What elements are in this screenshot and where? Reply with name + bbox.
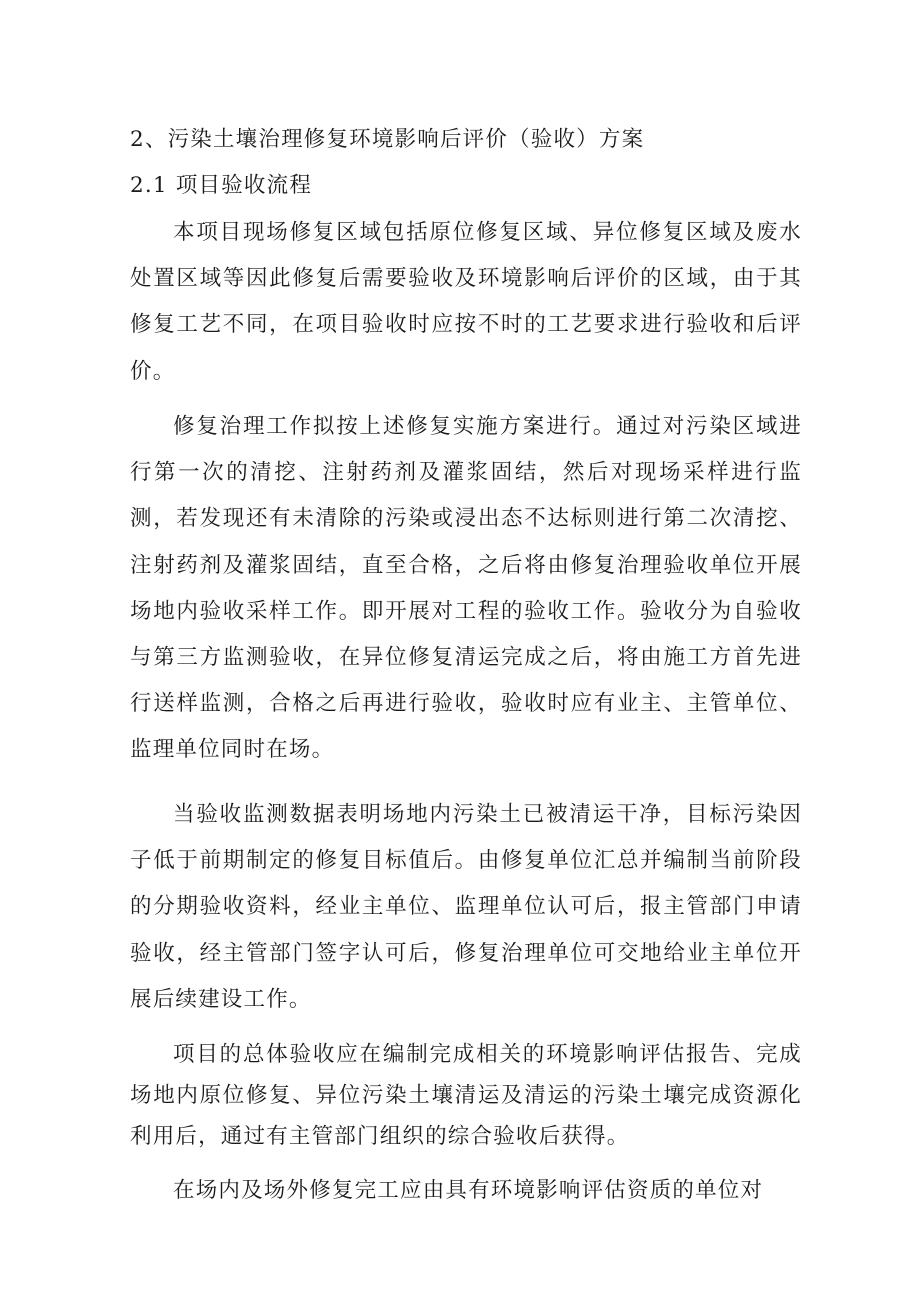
subsection-heading: 2.1 项目验收流程 <box>130 173 313 198</box>
paragraph-remediation-process: 修复治理工作拟按上述修复实施方案进行。通过对污染区域进行第一次的清挖、注射药剂及灌浆固结，然后对现场采样进行监测，若发现还有未清除的污染或浸出态不达标则进行第二次清挖、注射药剂及灌浆固结，直至合格，之后将由修复治理验收单位开展场地内验收采样工作。即开展对工程的验收工作。验收分为自验收与第三方监测验收，在异位修复清运完成之后，将由施工方首先进行送样监测，合格之后再进行验收，验收时应有业主、主管单位、监理单位同时在场。 <box>130 414 802 763</box>
paragraph-acceptance-application: 当验收监测数据表明场地内污染土已被清运干净，目标污染因子低于前期制定的修复目标值后。由修复单位汇总并编制当前阶段的分期验收资料，经业主单位、监理单位认可后，报主管部门申请验收，经主管部门签字认可后，修复治理单位可交地给业主单位开展后续建设工作。 <box>130 802 802 1012</box>
paragraph-acceptance-regions: 本项目现场修复区域包括原位修复区域、异位修复区域及废水处置区域等因此修复后需要验收及环境影响后评价的区域，由于其修复工艺不同，在项目验收时应按不时的工艺要求进行验收和后评价。 <box>130 220 802 384</box>
paragraph-assessment-unit: 在场内及场外修复完工应由具有环境影响评估资质的单位对 <box>173 1178 764 1203</box>
section-heading: 2、污染土壤治理修复环境影响后评价（验收）方案 <box>130 127 645 152</box>
paragraph-overall-acceptance: 项目的总体验收应在编制完成相关的环境影响评估报告、完成场地内原位修复、异位污染土壤清运及清运的污染土壤完成资源化利用后，通过有主管部门组织的综合验收后获得。 <box>130 1042 802 1149</box>
